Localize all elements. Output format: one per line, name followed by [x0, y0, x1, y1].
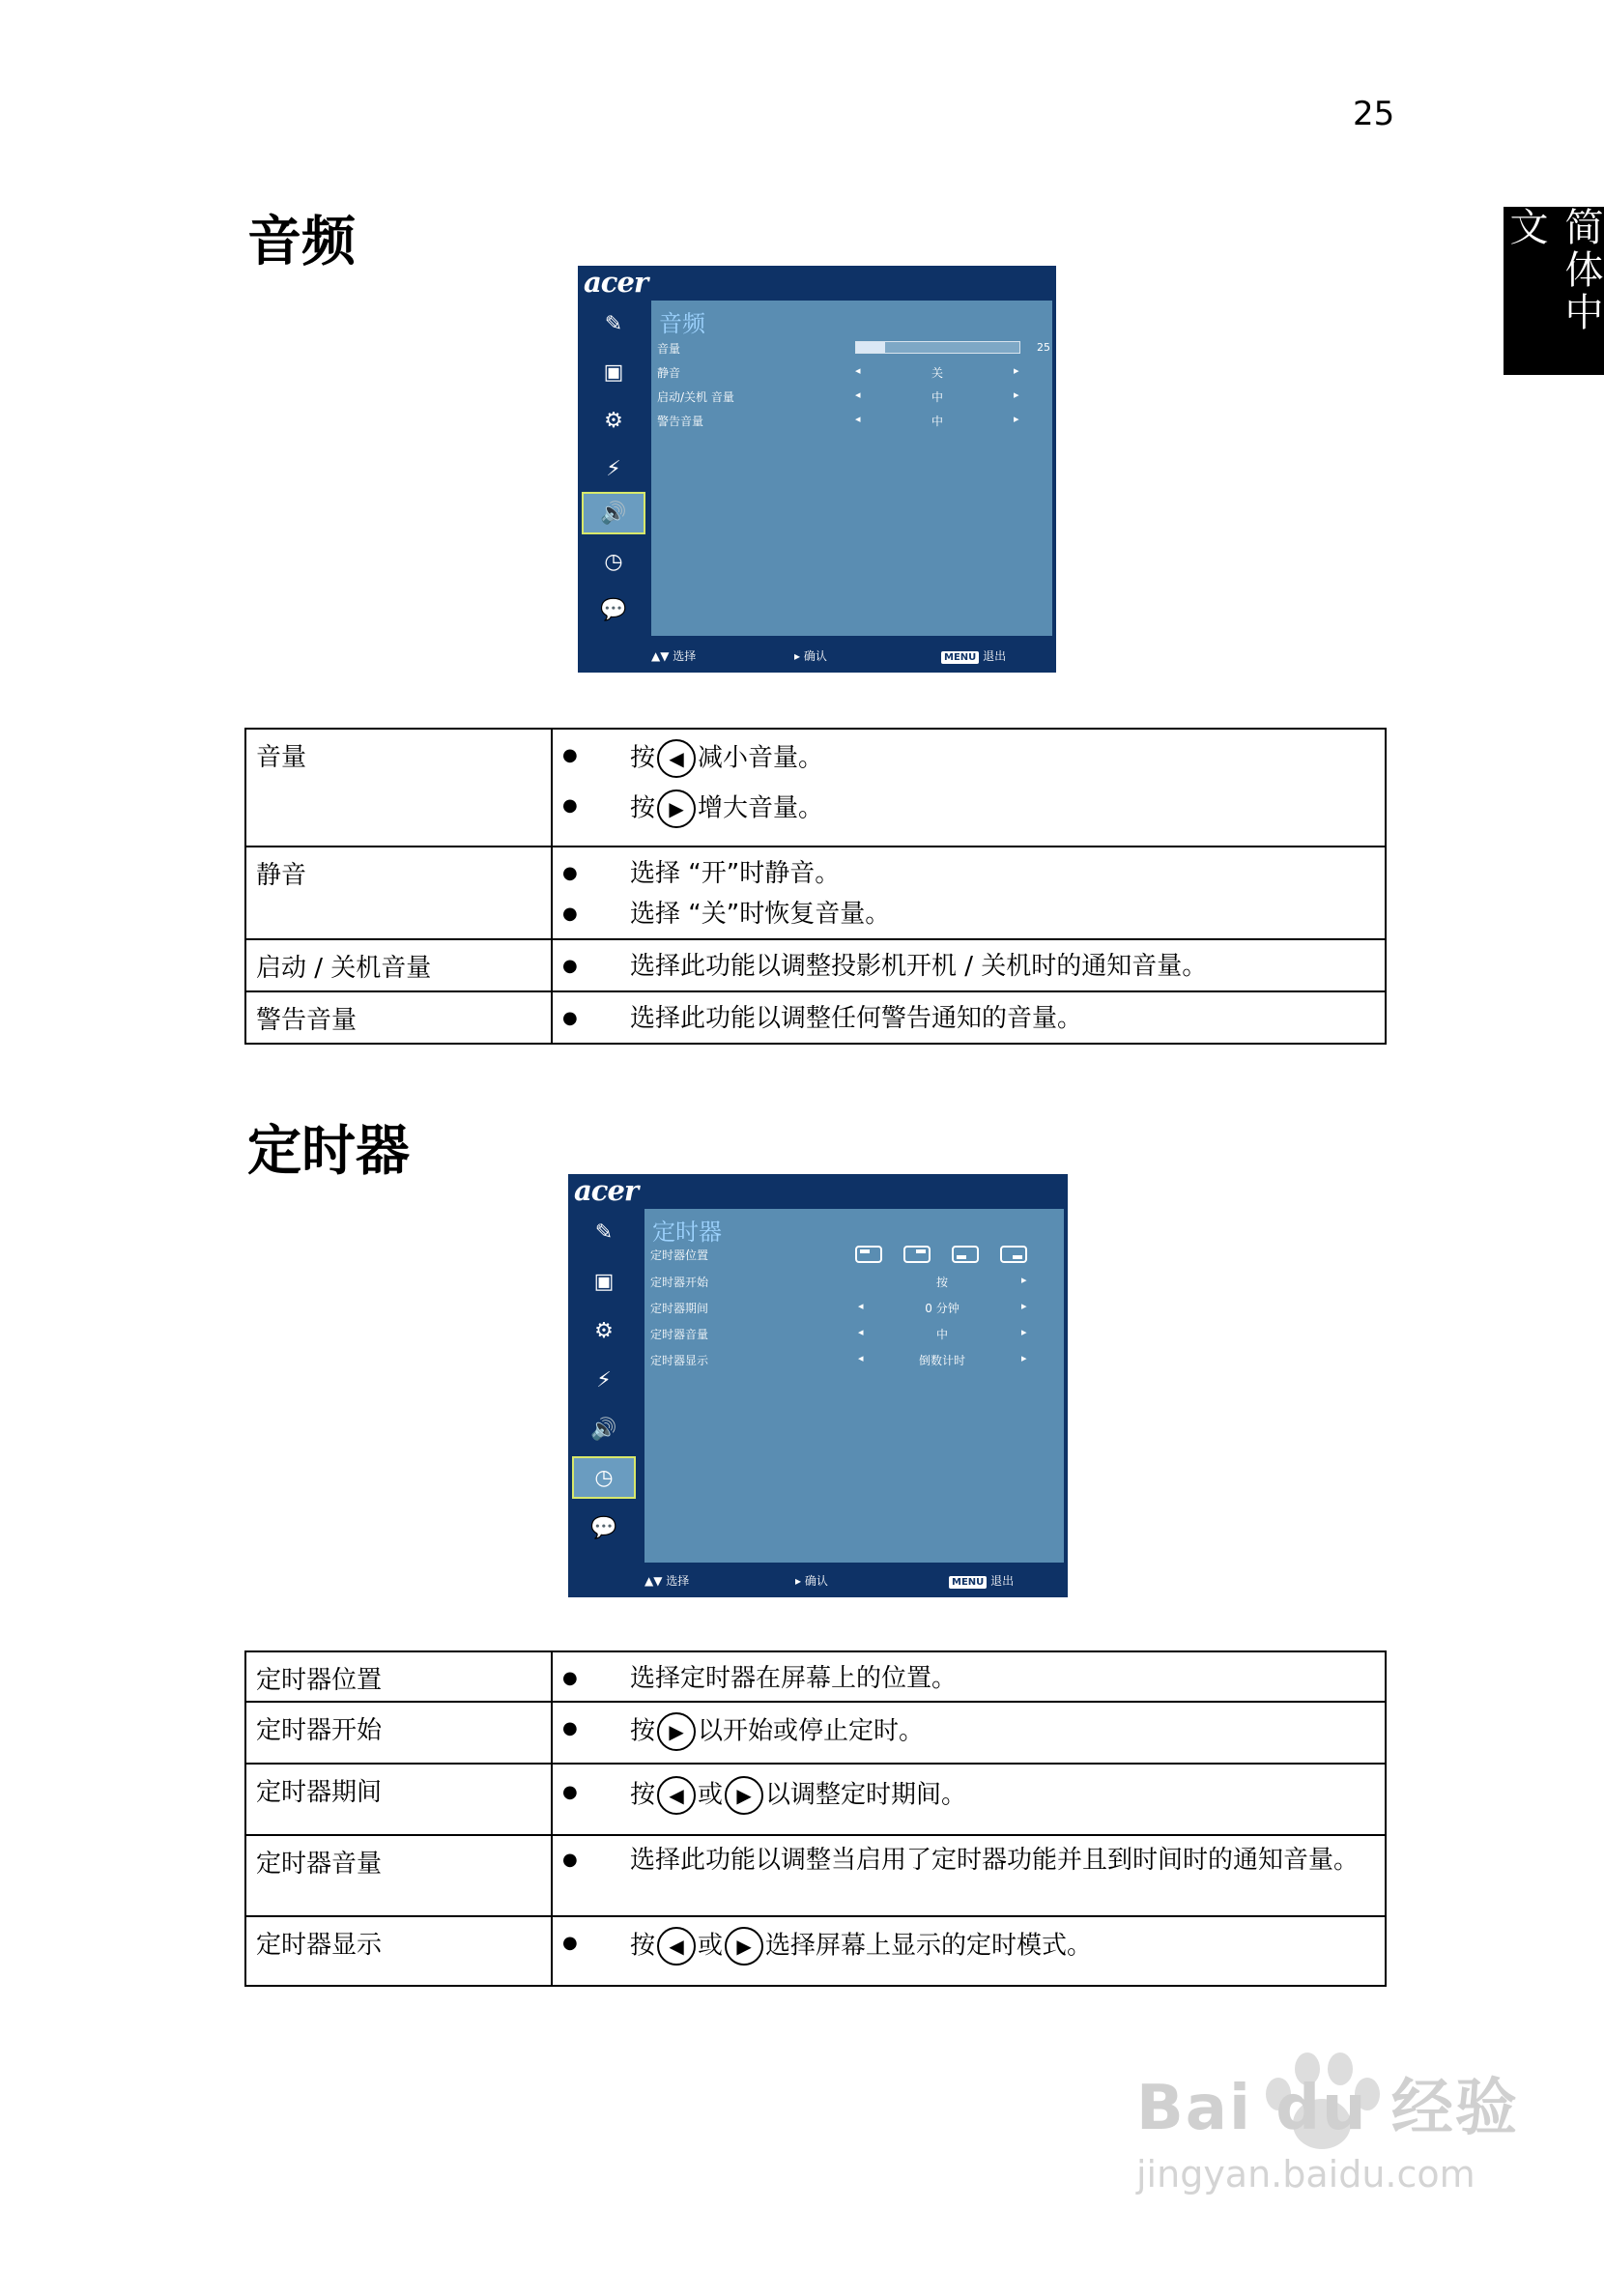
left-arrow-icon: ◂	[855, 364, 861, 377]
table-row	[245, 847, 1386, 939]
right-arrow-icon: ▸	[1014, 364, 1019, 377]
list-item: ● 选择此功能以调整任何警告通知的音量。	[553, 1002, 1385, 1035]
osd-row-label: 定时器显示	[650, 1354, 709, 1367]
left-button-icon: ◀	[657, 1776, 696, 1815]
row-description	[552, 991, 1386, 1044]
acer-logo: acer	[584, 266, 648, 299]
text: 减小音量。	[698, 743, 824, 773]
management-icon: ⚡	[596, 1367, 612, 1392]
list-item	[553, 739, 1385, 778]
up-down-arrow-icon: ▲▼	[644, 1574, 663, 1588]
row-label: 警告音量	[245, 991, 552, 1044]
osd-row-label: 定时器期间	[650, 1302, 709, 1315]
timer-icon: ◷	[604, 549, 623, 574]
settings-icon: ⚙	[604, 408, 623, 433]
table-row	[245, 1835, 1386, 1916]
color-icon: ✎	[594, 1220, 614, 1245]
list-item: ● 选择 “关”时恢复音量。	[553, 898, 1385, 931]
timer-description-table	[244, 1650, 1387, 1987]
timer-icon: ◷	[572, 1456, 636, 1499]
row-label: 音量	[245, 729, 552, 847]
osd-row-value: 关	[931, 366, 943, 380]
right-arrow-icon: ▸	[795, 1574, 802, 1588]
table-row	[245, 1702, 1386, 1764]
osd-row-timer-display	[650, 1349, 1056, 1370]
osd-panel	[644, 1209, 1064, 1563]
left-button-icon: ◀	[657, 739, 696, 778]
acer-logo: acer	[574, 1174, 639, 1207]
table-row	[245, 729, 1386, 847]
osd-row-value: 中	[931, 415, 943, 428]
right-arrow-icon: ▸	[1021, 1300, 1027, 1312]
text: 选择屏幕上显示的定时模式。	[765, 1931, 1093, 1961]
row-description	[552, 1764, 1386, 1835]
row-description	[552, 1916, 1386, 1986]
audio-description-table	[244, 728, 1387, 1045]
osd-row-timer-start	[650, 1271, 1056, 1292]
right-button-icon: ▶	[725, 1776, 763, 1815]
osd-row-value: 中	[931, 390, 943, 404]
position-top-right-icon[interactable]	[903, 1246, 931, 1263]
right-arrow-icon: ▸	[1021, 1274, 1027, 1286]
row-label: 定时器位置	[245, 1651, 552, 1702]
osd-row-label: 启动/关机 音量	[657, 390, 734, 404]
row-description	[552, 847, 1386, 939]
osd-row-label: 定时器音量	[650, 1328, 709, 1341]
row-description	[552, 939, 1386, 991]
color-icon: ✎	[604, 311, 623, 336]
left-button-icon: ◀	[657, 1927, 696, 1966]
position-top-left-icon[interactable]	[855, 1246, 882, 1263]
text: 按	[630, 743, 656, 773]
list-item: ● 选择 “开”时静音。	[553, 857, 1385, 890]
right-button-icon: ▶	[657, 789, 696, 828]
row-label: 定时器期间	[245, 1764, 552, 1835]
osd-row-label: 音量	[657, 342, 681, 356]
text: 或	[698, 1931, 724, 1961]
row-description	[552, 729, 1386, 847]
up-down-arrow-icon: ▲▼	[651, 649, 670, 663]
row-description	[552, 1702, 1386, 1764]
settings-icon: ⚙	[594, 1318, 614, 1343]
text: 按	[630, 1780, 656, 1810]
language-tab: 简体中文	[1504, 207, 1604, 375]
left-arrow-icon: ◂	[858, 1300, 864, 1312]
text: 以开始或停止定时。	[698, 1716, 925, 1746]
osd-row-value: 0 分钟	[925, 1302, 960, 1315]
list-item	[553, 1927, 1385, 1966]
text: 或	[698, 1780, 724, 1810]
text: 按	[630, 793, 656, 823]
table-row	[245, 1651, 1386, 1702]
management-icon: ⚡	[606, 456, 621, 481]
table-row	[245, 939, 1386, 991]
right-button-icon: ▶	[657, 1712, 696, 1751]
language-icon: 💬	[590, 1515, 617, 1540]
table-row	[245, 991, 1386, 1044]
row-description	[552, 1835, 1386, 1916]
osd-footer-exit	[941, 647, 1006, 664]
table-row	[245, 1764, 1386, 1835]
volume-value: 25	[1037, 341, 1050, 354]
osd-row-volume	[657, 337, 1050, 359]
right-arrow-icon: ▸	[1014, 413, 1019, 425]
osd-footer-exit-label: 退出	[983, 649, 1007, 663]
row-label: 启动 / 关机音量	[245, 939, 552, 991]
table-row	[245, 1916, 1386, 1986]
osd-row-timer-volume	[650, 1323, 1056, 1344]
osd-row-value: 中	[935, 1328, 948, 1341]
osd-row-alarm-volume	[657, 410, 1045, 431]
osd-row-value: 倒数计时	[918, 1354, 965, 1367]
osd-panel-title: 定时器	[652, 1219, 722, 1246]
osd-footer-confirm	[795, 1572, 828, 1589]
osd-footer-select-label: 选择	[666, 1574, 690, 1588]
image-icon: ▣	[603, 359, 624, 385]
position-bottom-right-icon[interactable]	[1000, 1246, 1027, 1263]
osd-footer-select	[651, 647, 696, 664]
right-arrow-icon: ▸	[1014, 388, 1019, 401]
left-arrow-icon: ◂	[855, 413, 861, 425]
audio-icon: 🔊	[582, 492, 645, 534]
list-item	[553, 1712, 1385, 1751]
row-label: 定时器音量	[245, 1835, 552, 1916]
text: 以调整定时期间。	[765, 1780, 967, 1810]
osd-footer-confirm-label: 确认	[803, 649, 827, 663]
right-arrow-icon: ▸	[1021, 1352, 1027, 1364]
osd-row-label: 定时器位置	[650, 1248, 709, 1262]
text: 按	[630, 1931, 656, 1961]
left-arrow-icon: ◂	[858, 1352, 864, 1364]
text: 按	[630, 1716, 656, 1746]
osd-footer	[578, 636, 1056, 673]
osd-screenshot-audio	[578, 266, 1056, 673]
right-arrow-icon: ▸	[794, 649, 801, 663]
osd-footer-select	[644, 1572, 689, 1589]
right-arrow-icon: ▸	[1021, 1326, 1027, 1338]
language-icon: 💬	[600, 597, 627, 622]
audio-icon: 🔊	[590, 1417, 617, 1442]
osd-row-timer-period	[650, 1297, 1056, 1318]
osd-row-power-volume	[657, 386, 1045, 407]
list-item	[553, 789, 1385, 828]
page-number: 25	[1353, 95, 1395, 133]
left-arrow-icon: ◂	[858, 1326, 864, 1338]
list-item: ● 选择此功能以调整当启用了定时器功能并且到时间时的通知音量。	[553, 1844, 1385, 1877]
text: 增大音量。	[698, 793, 824, 823]
row-description	[552, 1651, 1386, 1702]
row-label: 定时器开始	[245, 1702, 552, 1764]
osd-row-label: 静音	[657, 366, 681, 380]
osd-row-label: 警告音量	[657, 415, 704, 428]
volume-slider	[855, 341, 1020, 354]
row-label: 静音	[245, 847, 552, 939]
osd-footer-select-label: 选择	[673, 649, 697, 663]
osd-footer	[568, 1561, 1068, 1597]
image-icon: ▣	[593, 1269, 615, 1294]
menu-key: MENU	[941, 651, 979, 664]
osd-screenshot-timer	[568, 1174, 1068, 1597]
right-button-icon: ▶	[725, 1927, 763, 1966]
position-bottom-left-icon[interactable]	[952, 1246, 979, 1263]
watermark-brand: Bai du 经验	[1136, 2073, 1519, 2144]
osd-row-label: 定时器开始	[650, 1276, 709, 1289]
section-title-timer: 定时器	[247, 1120, 410, 1183]
osd-row-mute	[657, 361, 1045, 383]
osd-row-value: 按	[935, 1276, 948, 1289]
osd-panel-title: 音频	[659, 310, 705, 337]
section-title-audio: 音频	[247, 211, 356, 273]
list-item: ● 选择定时器在屏幕上的位置。	[553, 1662, 1385, 1695]
watermark-url: jingyan.baidu.com	[1136, 2153, 1475, 2196]
row-label: 定时器显示	[245, 1916, 552, 1986]
left-arrow-icon: ◂	[855, 388, 861, 401]
list-item	[553, 1776, 1385, 1815]
osd-footer-confirm-label: 确认	[804, 1574, 828, 1588]
menu-key: MENU	[949, 1576, 987, 1589]
osd-footer-exit	[949, 1572, 1014, 1589]
osd-footer-confirm	[794, 647, 827, 664]
osd-row-timer-location	[650, 1244, 1056, 1265]
osd-panel	[651, 301, 1052, 636]
volume-slider-fill	[856, 342, 885, 353]
osd-footer-exit-label: 退出	[990, 1574, 1015, 1588]
list-item: ● 选择此功能以调整投影机开机 / 关机时的通知音量。	[553, 950, 1385, 983]
